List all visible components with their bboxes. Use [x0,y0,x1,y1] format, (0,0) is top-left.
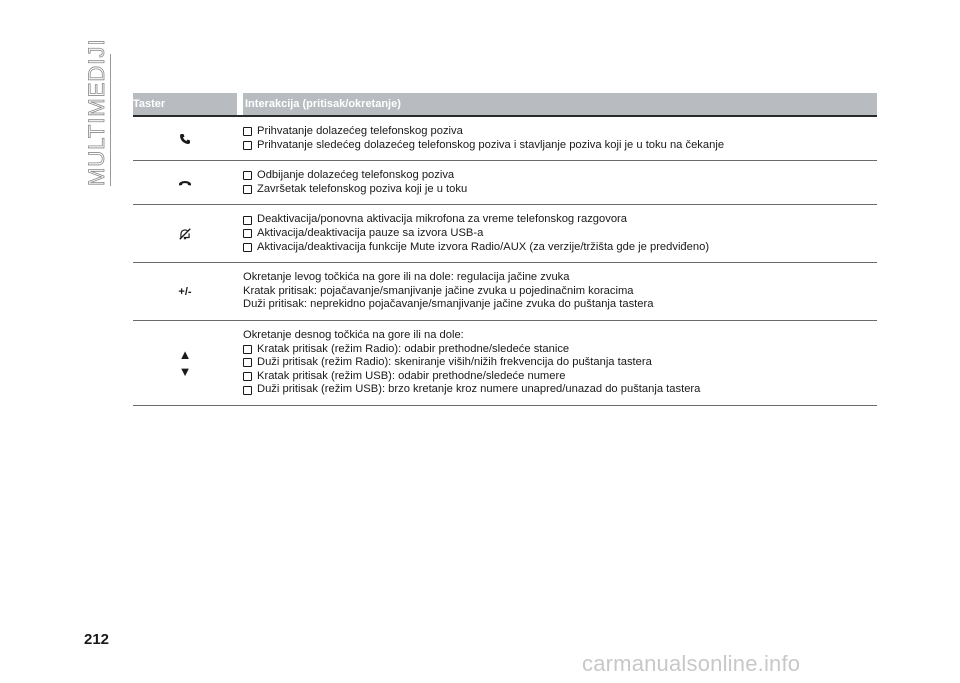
interaction-cell [237,117,877,160]
volume-plus-minus-icon: +/- [178,285,192,298]
section-divider [110,54,111,186]
item-text: Duži pritisak (režim USB): brzo kretanje kroz numere unapred/unazad do puštanja tastera [257,383,701,396]
item-text: Prihvatanje dolazećeg telefonskog poziva [257,125,463,137]
checkbox-bullet-icon [243,171,252,180]
interaction-cell [237,205,877,262]
phone-accept-icon [179,133,191,145]
list-item [243,356,877,370]
checkbox-bullet-icon [243,345,252,354]
section-title: MULTIMEDIJI [84,38,109,186]
controls-table [133,93,877,406]
list-item [243,227,877,241]
table-row [133,117,877,161]
list-item [243,169,877,183]
item-text: Odbijanje dolazećeg telefonskog poziva [257,169,455,182]
item-text: Aktivacija/deaktivacija funkcije Mute izvora Radio/AUX (za verzije/tržišta gde je predviđeno) [257,240,710,253]
up-down-arrows-icon [179,346,192,380]
list-item: Okretanje levog točkića na gore ili na dole: regulacija jačine zvuka [243,271,570,284]
item-text: Aktivacija/deaktivacija pauze sa izvora USB-a [257,226,484,239]
list-item: Kratak pritisak: pojačavanje/smanjivanje jačine zvuka u pojedinačnim koracima [243,284,634,297]
table-row [133,205,877,263]
icon-cell [133,117,237,160]
header-taster [133,93,237,115]
list-item [243,183,877,197]
list-item [243,370,877,384]
item-text: Duži pritisak (režim Radio): skeniranje viših/nižih frekvencija do puštanja tastera [257,356,652,369]
header-interakcija [243,93,877,115]
list-item [243,125,877,139]
icon-cell [133,161,237,204]
watermark: carmanualsonline.info [582,651,801,676]
checkbox-bullet-icon [243,358,252,367]
table-row [133,161,877,205]
checkbox-bullet-icon [243,185,252,194]
checkbox-bullet-icon [243,386,252,395]
arrow-up-icon: ▲ [178,346,192,362]
item-text: Kratak pritisak (režim Radio): odabir prethodne/sledeće stanice [257,342,570,355]
list-item [243,383,877,397]
list-item [243,213,877,227]
item-text: Kratak pritisak (režim USB): odabir prethodne/sledeće numere [257,369,566,382]
mute-icon [178,227,192,241]
item-text: Prihvatanje sledećeg dolazećeg telefonskog poziva i stavljanje poziva koji je u toku na čekanje [257,138,725,151]
list-item [243,139,877,153]
header-interakcija-label: Interakcija (pritisak/okretanje) [245,98,401,110]
interaction-cell [237,263,877,320]
arrow-down-icon: ▼ [178,363,192,379]
icon-cell [133,263,237,320]
icon-cell [133,205,237,262]
interaction-cell [237,161,877,204]
list-item [243,343,877,357]
item-text: Završetak telefonskog poziva koji je u toku [257,182,468,195]
header-taster-label: Taster [133,98,166,110]
table-row [133,263,877,321]
icon-cell [133,321,237,405]
checkbox-bullet-icon [243,141,252,150]
list-item: Okretanje desnog točkića na gore ili na dole: [243,328,464,341]
interaction-cell [237,321,877,405]
item-text: Deaktivacija/ponovna aktivacija mikrofona za vreme telefonskog razgovora [257,213,627,226]
checkbox-bullet-icon [243,372,252,381]
page-number: 212 [84,631,110,648]
list-item [243,241,877,255]
checkbox-bullet-icon [243,243,252,252]
table-header [133,93,877,115]
checkbox-bullet-icon [243,216,252,225]
checkbox-bullet-icon [243,127,252,136]
phone-hangup-icon [178,179,192,187]
checkbox-bullet-icon [243,229,252,238]
list-item: Duži pritisak: neprekidno pojačavanje/smanjivanje jačine zvuka do puštanja tastera [243,298,654,311]
table-row [133,321,877,406]
